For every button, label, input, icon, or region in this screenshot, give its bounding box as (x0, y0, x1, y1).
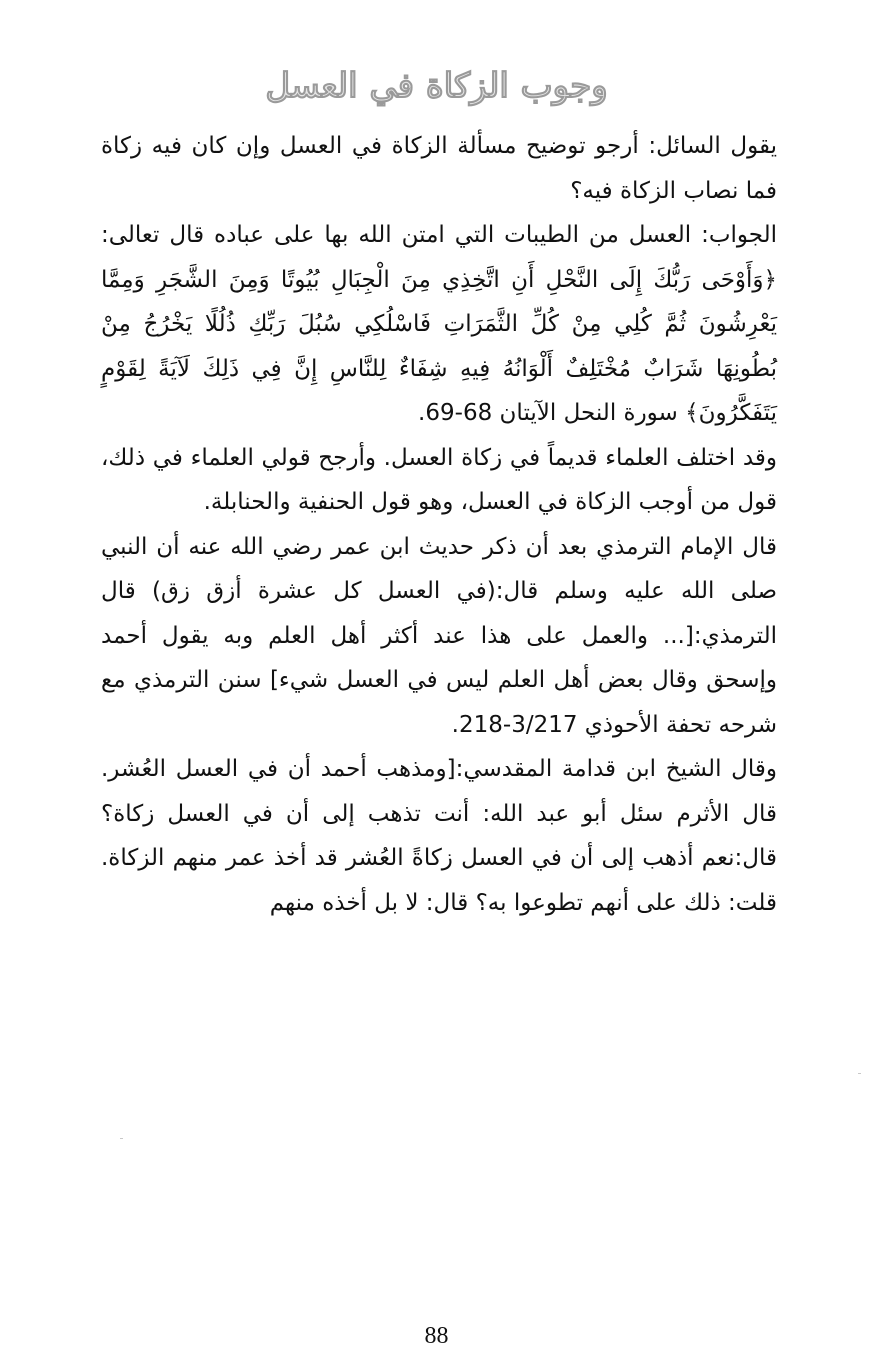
page-body (101, 124, 777, 925)
answer-paragraph (101, 213, 777, 436)
question-paragraph: يقول السائل: أرجو توضيح مسألة الزكاة في العسل وإن كان فيه زكاة فما نصاب الزكاة فيه؟ (101, 133, 777, 204)
ibn-qudama-paragraph: وقال الشيخ ابن قدامة المقدسي:[ومذهب أحمد أن في العسل العُشر. قال الأثرم سئل أبو عبد الله: أنت تذهب إلى أن في العسل زكاة؟ قال:نعم أذهب إلى أن في العسل زكاةً العُشر قد أخذ عمر منهم الزكاة. قلت: ذلك على أنهم تطوعوا به؟ قال: لا بل أخذه منهم (101, 756, 777, 916)
answer-intro: الجواب: العسل من الطيبات التي امتن الله بها على عباده قال تعالى: (101, 222, 777, 248)
scholars-paragraph: وقد اختلف العلماء قديماً في زكاة العسل. وأرجح قولي العلماء في ذلك، قول من أوجب الزكاة في العسل، وهو قول الحنفية والحنابلة. (101, 444, 777, 515)
scan-speck (858, 1073, 861, 1074)
tirmidhi-paragraph: قال الإمام الترمذي بعد أن ذكر حديث ابن عمر رضي الله عنه أن النبي صلى الله عليه وسلم قال:(في العسل كل عشرة أزق زق) قال الترمذي:[... والعمل على هذا عند أكثر أهل العلم وبه يقول أحمد وإسحق وقال بعض أهل العلم ليس في العسل شيء] سنن الترمذي مع شرحه تحفة الأحوذي 3/217-218. (101, 533, 777, 738)
quran-verse: ﴿وَأَوْحَى رَبُّكَ إِلَى النَّحْلِ أَنِ اتَّخِذِي مِنَ الْجِبَالِ بُيُوتًا وَمِنَ الشَّجَرِ وَمِمَّا يَعْرِشُونَ ثُمَّ كُلِي مِنْ كُلِّ الثَّمَرَاتِ فَاسْلُكِي سُبُلَ رَبِّكِ ذُلُلًا يَخْرُجُ مِنْ بُطُونِهَا شَرَابٌ مُخْتَلِفٌ أَلْوَانُهُ فِيهِ شِفَاءٌ لِلنَّاسِ إِنَّ فِي ذَلِكَ لَآيَةً لِقَوْمٍ يَتَفَكَّرُونَ﴾ (101, 266, 777, 426)
chapter-title: وجوب الزكاة في العسل (265, 66, 608, 106)
page-number: 88 (424, 1323, 449, 1349)
verse-reference: سورة النحل الآيتان 68-69. (418, 400, 678, 426)
scan-speck (120, 1138, 123, 1139)
